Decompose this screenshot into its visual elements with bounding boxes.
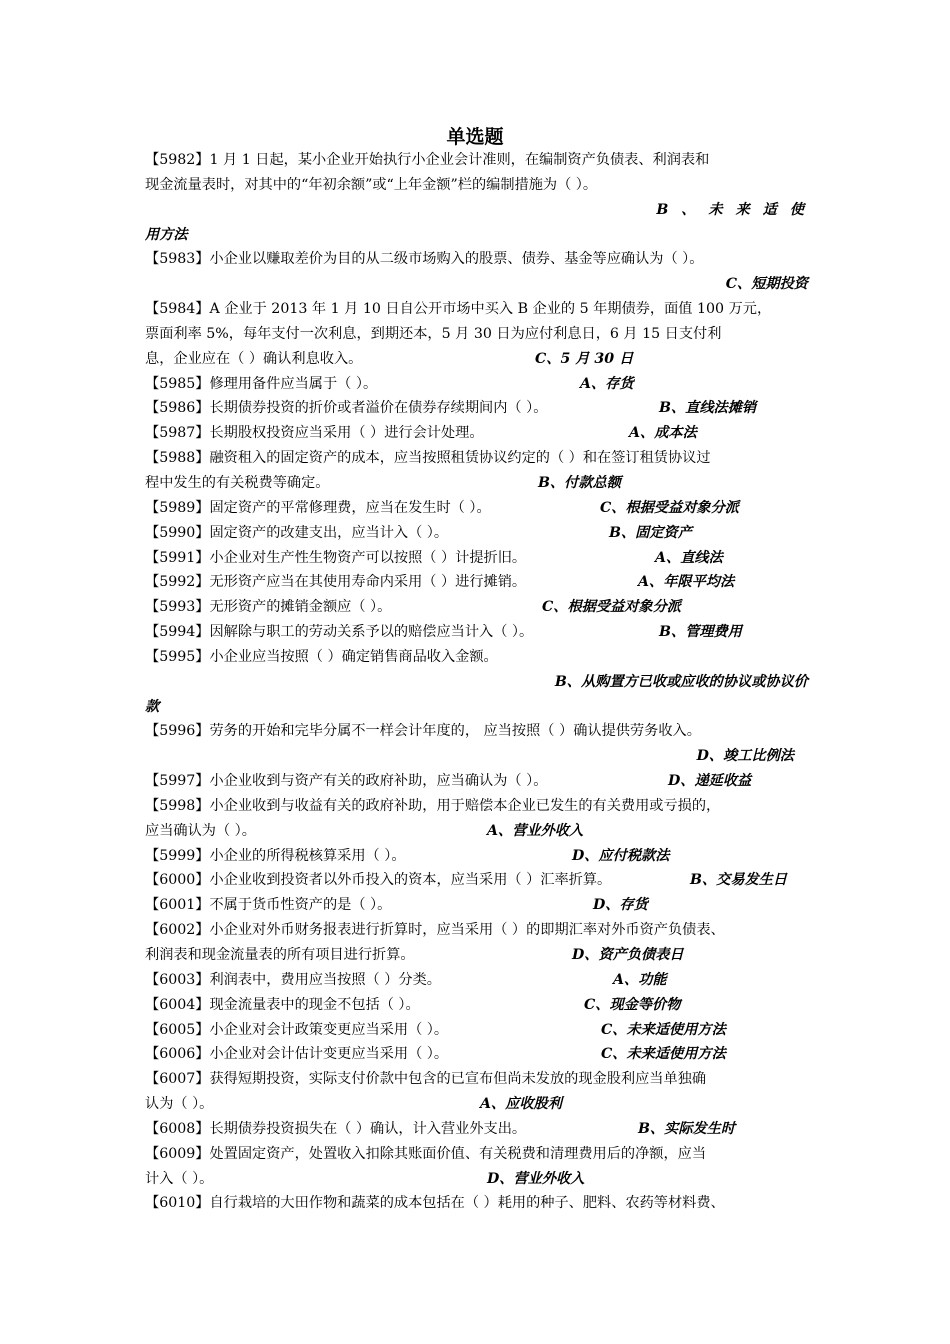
answer: B、固定资产 xyxy=(609,524,692,541)
question-id: 【5998】 xyxy=(145,797,210,814)
question-text: 处置固定资产，处置收入扣除其账面价值、有关税费和清理费用后的净额，应当 xyxy=(209,1145,707,1162)
question-id: 【5983】 xyxy=(145,251,210,268)
question-text: A 企业于 2013 年 1 月 10 日自公开市场中买入 B 企业的 5 年期债券，面值 100 万元， xyxy=(209,301,772,318)
question-text: 无形资产应当在其使用寿命内采用（ ）进行摊销。 xyxy=(209,574,527,591)
answer: D、存货 xyxy=(593,897,648,914)
question-id: 【6002】 xyxy=(145,922,210,939)
question-line xyxy=(145,769,820,794)
question-text: 计入（ ）。 xyxy=(145,1170,214,1187)
answer-line xyxy=(145,272,820,297)
question-id: 【5988】 xyxy=(145,450,210,467)
question-line xyxy=(145,993,820,1018)
question-text: 小企业收到投资者以外币投入的资本，应当采用（ ）汇率折算。 xyxy=(209,872,612,889)
question-id: 【6010】 xyxy=(145,1195,210,1212)
question-line xyxy=(145,421,820,446)
answer: B、付款总额 xyxy=(538,474,621,491)
question-line xyxy=(145,968,820,993)
question-line xyxy=(145,893,820,918)
answer: B、管理费用 xyxy=(659,624,742,641)
question-id: 【6005】 xyxy=(145,1021,210,1038)
question-text: 小企业收到与收益有关的政府补助，用于赔偿本企业已发生的有关费用或亏损的， xyxy=(209,797,721,814)
answer: B、交易发生日 xyxy=(690,872,788,889)
answer: A、年限平均法 xyxy=(638,574,735,591)
answer: B、直线法摊销 xyxy=(659,400,757,417)
answer: A、成本法 xyxy=(629,425,697,442)
answer-line xyxy=(145,223,820,248)
answer: C、根据受益对象分派 xyxy=(542,599,681,616)
question-text: 小企业收到与资产有关的政府补助，应当确认为（ ）。 xyxy=(209,773,548,790)
question-line xyxy=(145,1092,820,1117)
question-text: 获得短期投资，实际支付价款中包含的已宣布但尚未发放的现金股利应当单独确 xyxy=(209,1071,707,1088)
question-text: 不属于货币性资产的是（ ）。 xyxy=(209,897,392,914)
answer: D、资产负债表日 xyxy=(572,947,684,963)
question-text: 现金流量表时，对其中的“年初余额”或“上年金额”栏的编制措施为（ ）。 xyxy=(145,176,598,193)
question-line xyxy=(145,322,820,347)
question-text: 小企业对外币财务报表进行折算时，应当采用（ ）的即期汇率对外币资产负债表、 xyxy=(209,922,725,939)
answer: C、未来适使用方法 xyxy=(601,1046,726,1063)
question-text: 利润表中，费用应当按照（ ）分类。 xyxy=(209,971,441,988)
question-text: 自行栽培的大田作物和蔬菜的成本包括在（ ）耗用的种子、肥料、农药等材料费、 xyxy=(209,1195,725,1212)
question-id: 【5996】 xyxy=(145,723,210,740)
question-line xyxy=(145,247,820,272)
question-text: 长期债券投资的折价或者溢价在债券存续期间内（ ）。 xyxy=(209,400,548,417)
question-text: 应当确认为（ ）。 xyxy=(145,822,256,839)
question-line xyxy=(145,620,820,645)
answer: C、未来适使用方法 xyxy=(601,1021,726,1038)
question-id: 【5982】 xyxy=(145,152,210,168)
question-line xyxy=(145,396,820,421)
question-text: 无形资产的摊销金额应（ ）。 xyxy=(209,599,392,616)
answer: C、现金等价物 xyxy=(584,996,681,1013)
answer: C、短期投资 xyxy=(725,276,808,293)
question-id: 【5989】 xyxy=(145,499,210,516)
question-line xyxy=(145,1067,820,1092)
question-line xyxy=(145,347,820,372)
question-line xyxy=(145,372,820,397)
question-text: 小企业以赚取差价为目的从二级市场购入的股票、债券、基金等应确认为（ ）。 xyxy=(209,251,704,268)
answer: 用方法 xyxy=(145,226,188,243)
question-id: 【5986】 xyxy=(145,400,210,417)
question-text: 小企业对会计政策变更应当采用（ ）。 xyxy=(209,1021,449,1038)
question-id: 【5995】 xyxy=(145,648,210,665)
answer: A、存货 xyxy=(580,375,634,392)
question-line xyxy=(145,719,820,744)
question-text: 劳务的开始和完毕分属不一样会计年度的， 应当按照（ ）确认提供劳务收入。 xyxy=(209,723,701,740)
question-text: 长期股权投资应当采用（ ）进行会计处理。 xyxy=(209,425,484,442)
question-id: 【5994】 xyxy=(145,624,210,641)
question-id: 【5993】 xyxy=(145,599,210,616)
answer: D、竣工比例法 xyxy=(696,748,794,765)
answer: 款 xyxy=(145,698,160,715)
question-line xyxy=(145,819,820,844)
answer: A、直线法 xyxy=(655,549,723,566)
question-text: 小企业的所得税核算采用（ ）。 xyxy=(209,847,406,864)
question-id: 【5985】 xyxy=(145,375,210,392)
question-line xyxy=(145,595,820,620)
answer-line xyxy=(145,695,820,720)
question-line xyxy=(145,1167,820,1192)
question-text: 利润表和现金流量表的所有项目进行折算。 xyxy=(145,947,415,963)
question-text: 认为（ ）。 xyxy=(145,1096,214,1113)
answer: A、功能 xyxy=(613,971,667,988)
question-id: 【5984】 xyxy=(145,301,210,318)
question-line xyxy=(145,918,820,943)
question-line xyxy=(145,173,820,198)
question-text: 长期债券投资损失在（ ）确认，计入营业外支出。 xyxy=(209,1120,527,1137)
question-line xyxy=(145,943,820,968)
answer-line xyxy=(145,670,820,695)
question-line xyxy=(145,570,820,595)
question-line xyxy=(145,1042,820,1067)
question-text: 融资租入的固定资产的成本，应当按照租赁协议约定的（ ）和在签订租赁协议过 xyxy=(209,450,711,467)
question-line xyxy=(145,496,820,521)
question-text: 小企业应当按照（ ）确定销售商品收入金额。 xyxy=(209,648,498,665)
question-id: 【6003】 xyxy=(145,971,210,988)
question-line xyxy=(145,1142,820,1167)
question-text: 现金流量表中的现金不包括（ ）。 xyxy=(209,996,420,1013)
question-id: 【5992】 xyxy=(145,574,210,591)
question-text: 固定资产的平常修理费，应当在发生时（ ）。 xyxy=(209,499,491,516)
question-line xyxy=(145,1191,820,1216)
question-line xyxy=(145,794,820,819)
question-id: 【6000】 xyxy=(145,872,210,889)
answer: A、应收股利 xyxy=(480,1096,562,1113)
question-line xyxy=(145,844,820,869)
question-line xyxy=(145,868,820,893)
question-line xyxy=(145,1117,820,1142)
question-id: 【5991】 xyxy=(145,549,210,566)
question-text: 程中发生的有关税费等确定。 xyxy=(145,474,330,491)
question-id: 【5997】 xyxy=(145,773,210,790)
answer: A、营业外收入 xyxy=(487,822,584,839)
answer-line xyxy=(145,744,820,769)
question-text: 票面利率 5%，每年支付一次利息，到期还本，5 月 30 日为应付利息日，6 月 15 日支付利 xyxy=(145,325,722,342)
answer: B、实际发生时 xyxy=(638,1120,736,1137)
question-line xyxy=(145,297,820,322)
answer-line xyxy=(145,198,820,223)
question-line xyxy=(145,1018,820,1043)
answer: C、根据受益对象分派 xyxy=(600,499,739,516)
question-text: 1 月 1 日起，某小企业开始执行小企业会计准则，在编制资产负债表、利润表和 xyxy=(209,152,710,168)
question-id: 【6001】 xyxy=(145,897,210,914)
question-line xyxy=(145,645,820,670)
question-text: 因解除与职工的劳动关系予以的赔偿应当计入（ ）。 xyxy=(209,624,534,641)
question-text: 小企业对生产性生物资产可以按照（ ）计提折旧。 xyxy=(209,549,527,566)
question-line xyxy=(145,521,820,546)
question-id: 【6009】 xyxy=(145,1145,210,1162)
question-text: 修理用备件应当属于（ ）。 xyxy=(209,375,378,392)
question-id: 【5999】 xyxy=(145,847,210,864)
question-line xyxy=(145,148,820,173)
question-id: 【6008】 xyxy=(145,1120,210,1137)
answer: D、营业外收入 xyxy=(487,1170,585,1187)
question-text: 小企业对会计估计变更应当采用（ ）。 xyxy=(209,1046,449,1063)
question-line xyxy=(145,446,820,471)
answer: C、5 月 30 日 xyxy=(535,350,634,367)
question-id: 【5990】 xyxy=(145,524,210,541)
question-text: 固定资产的改建支出，应当计入（ ）。 xyxy=(209,524,449,541)
question-id: 【5987】 xyxy=(145,425,210,442)
question-id: 【6004】 xyxy=(145,996,210,1013)
answer: D、应付税款法 xyxy=(572,847,670,864)
question-line xyxy=(145,471,820,496)
page-title: 单选题 xyxy=(446,126,504,148)
question-id: 【6007】 xyxy=(145,1071,210,1088)
question-id: 【6006】 xyxy=(145,1046,210,1063)
answer: D、递延收益 xyxy=(668,773,752,790)
answer: B、从购置方已收或应收的协议或协议价 xyxy=(554,673,808,690)
question-text: 息，企业应在（ ）确认利息收入。 xyxy=(145,350,363,367)
question-list xyxy=(145,148,820,1216)
question-line xyxy=(145,546,820,571)
answer: B 、 未 来 适 使 xyxy=(656,201,808,218)
